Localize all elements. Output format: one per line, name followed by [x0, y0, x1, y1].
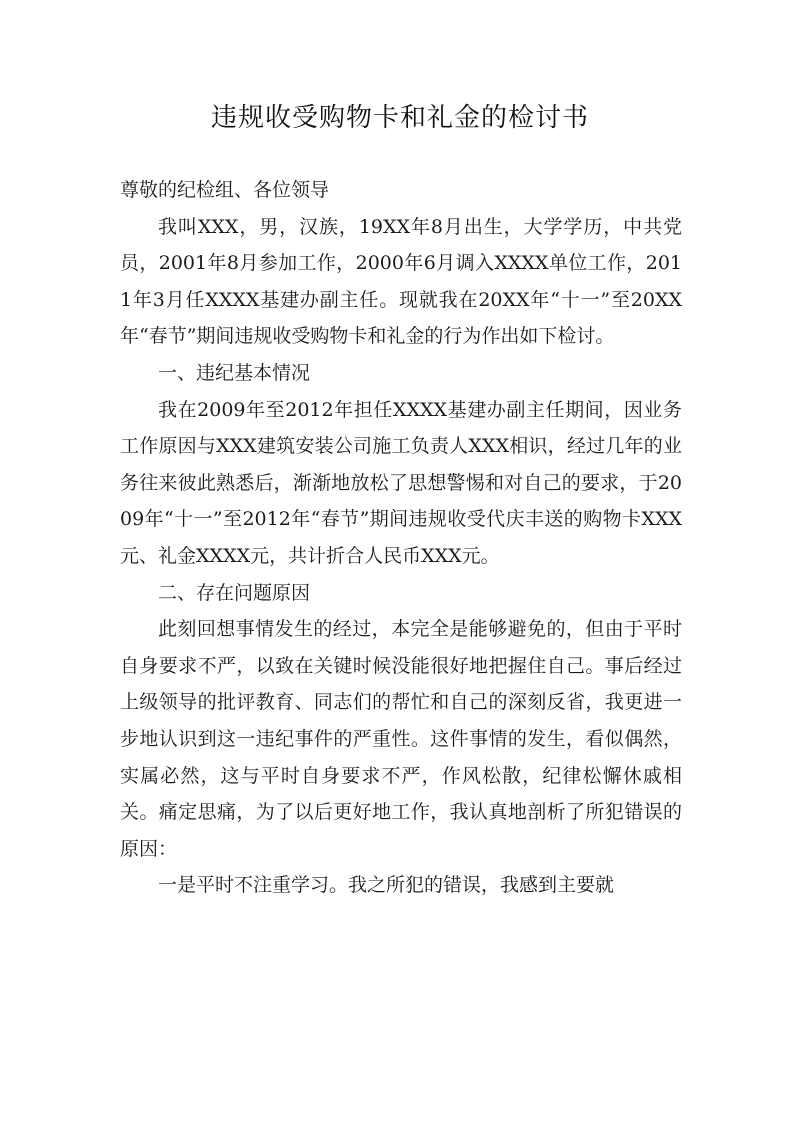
section-heading-causes: 二、存在问题原因: [158, 581, 311, 604]
cause-point-one: 一是平时不注重学习。我之所犯的错误，我感到主要就: [158, 874, 615, 897]
document-body: [120, 172, 682, 904]
section-heading-violation: 一、违纪基本情况: [158, 361, 311, 384]
salutation: 尊敬的纪检组、各位领导: [120, 179, 330, 201]
causes-paragraph: 此刻回想事情发生的经过，本完全是能够避免的，但由于平时自身要求不严，以致在关键时候没能很好地把握住自己。事后经过上级领导的批评教育、同志们的帮忙和自己的深刻反省，我更进一步地认识到这一违纪事件的严重性。这件事情的发生，看似偶然，实属必然，这与平时自身要求不严，作风松散，纪律松懈休戚相关。痛定思痛，为了以后更好地工作，我认真地剖析了所犯错误的原因：: [120, 618, 682, 860]
document-title: 违规收受购物卡和礼金的检讨书: [210, 103, 589, 133]
violation-paragraph: 我在2009年至2012年担任XXXX基建办副主任期间，因业务工作原因与XXX建筑安装公司施工负责人XXX相识，经过几年的业务往来彼此熟悉后，渐渐地放松了思想警惕和对自己的要求，于2009年“十一”至2012年“春节”期间违规收受代庆丰送的购物卡XXX元、礼金XXXX元，共计折合人民币XXX元。: [120, 398, 682, 567]
intro-paragraph: 我叫XXX，男，汉族，19XX年8月出生，大学学历，中共党员，2001年8月参加工作，2000年6月调入XXXX单位工作，2011年3月任XXXX基建办副主任。现就我在20XX年“十一”至20XX年“春节”期间违规收受购物卡和礼金的行为作出如下检讨。: [120, 215, 682, 348]
